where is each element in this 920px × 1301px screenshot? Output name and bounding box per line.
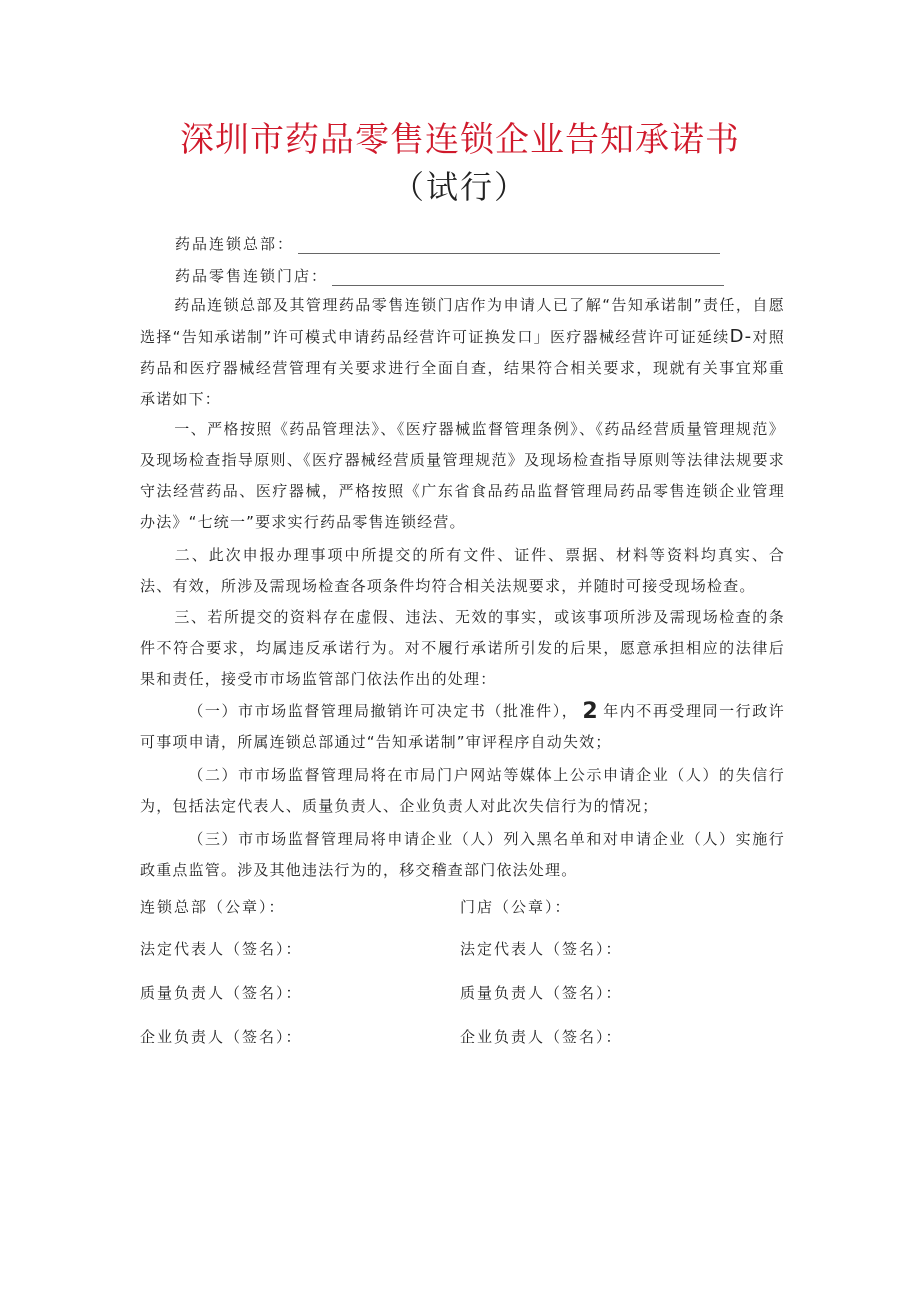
- intro-paragraph: [140, 290, 785, 415]
- sub-clause-one: [140, 696, 785, 758]
- hq-quality-label: 质量负责人（签名）：: [140, 984, 303, 1002]
- store-fill-line: [332, 284, 724, 286]
- store-legal-rep-label: 法定代表人（签名）：: [460, 940, 623, 958]
- clause-three-text: 三、若所提交的资料存在虚假、违法、无效的事实，或该事项所涉及需现场检查的条件不符合要求，均属违反承诺行为。对不履行承诺所引发的后果，愿意承担相应的法律后果和责任，接受市市场监管部门依法作出的处理：: [140, 608, 785, 688]
- intro-part2: D-: [729, 326, 753, 347]
- hq-legal-rep-label: 法定代表人（签名）：: [140, 940, 303, 958]
- store-seal-label: 门店（公章）：: [460, 898, 572, 916]
- document-subtitle: （试行）: [391, 168, 528, 206]
- sub-clause-two-text: （二）市市场监督管理局将在市局门户网站等媒体上公示申请企业（人）的失信行为，包括法定代表人、质量负责人、企业负责人对此次失信行为的情况；: [140, 766, 785, 815]
- clause-two: [140, 540, 785, 602]
- intro-part1: 药品连锁总部及其管理药品零售连锁门店作为申请人已了解“告知承诺制”责任，自愿选择“告知承诺制”许可模式申请药品经营许可证换发口」医疗器械经营许可证延续: [140, 296, 785, 346]
- clause-one: [140, 414, 785, 538]
- hq-enterprise-label: 企业负责人（签名）：: [140, 1028, 303, 1046]
- hq-field: [175, 234, 720, 254]
- store-field: [175, 266, 724, 286]
- sub-clause-three: [140, 824, 785, 886]
- sub-clause-three-text: （三）市市场监督管理局将申请企业（人）列入黑名单和对申请企业（人）实施行政重点监管。涉及其他违法行为的，移交稽查部门依法处理。: [140, 830, 785, 879]
- sub-clause-one-number: 2: [582, 699, 599, 724]
- document-title: 深圳市药品零售连锁企业告知承诺书: [180, 120, 740, 160]
- hq-label: 药品连锁总部：: [175, 235, 295, 253]
- clause-three: [140, 602, 785, 695]
- store-enterprise-label: 企业负责人（签名）：: [460, 1028, 623, 1046]
- intro-part3: 对照药品和医疗器械经营管理有关要求进行全面自查，结果符合相关要求，现就有关事宜郑重承诺如下：: [140, 328, 785, 408]
- sub-clause-two: [140, 760, 785, 822]
- store-label: 药品零售连锁门店：: [175, 267, 329, 285]
- sub-clause-one-b: 年内不再受理同一行政许可事项申请，所属连锁总部通过“告知承诺制”审评程序自动失效；: [140, 702, 785, 751]
- clause-one-text: 一、严格按照《药品管理法》、《医疗器械监督管理条例》、《药品经营质量管理规范》及现场检查指导原则、《医疗器械经营质量管理规范》及现场检查指导原则等法律法规要求守法经营药品、医疗器械，严格按照《广东省食品药品监督管理局药品零售连锁企业管理办法》“七统一”要求实行药品零售连锁经营。: [140, 420, 785, 531]
- hq-fill-line: [298, 252, 720, 254]
- clause-two-text: 二、此次申报办理事项中所提交的所有文件、证件、票据、材料等资料均真实、合法、有效，所涉及需现场检查各项条件均符合相关法规要求，并随时可接受现场检查。: [140, 546, 785, 595]
- sub-clause-one-a: （一）市市场监督管理局撤销许可决定书（批准件），: [188, 702, 579, 720]
- store-quality-label: 质量负责人（签名）：: [460, 984, 623, 1002]
- hq-seal-label: 连锁总部（公章）：: [140, 898, 286, 916]
